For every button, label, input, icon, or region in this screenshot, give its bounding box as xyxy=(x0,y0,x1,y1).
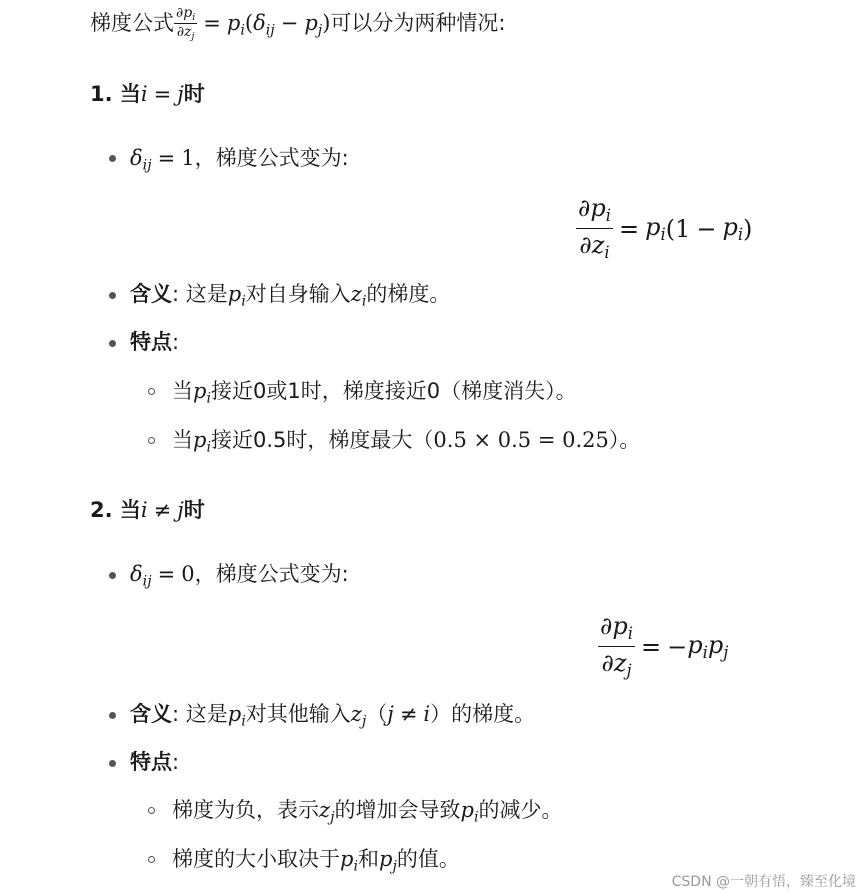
case1-feature-sub1: 当$p_i$接近0或1时，梯度接近0（梯度消失）。 xyxy=(172,379,577,407)
case1-display-formula: $\frac{\partial p_i}{\partial z_i}$ = $p_i$ (1 − $p_i$ ) xyxy=(578,194,753,263)
case2-meaning-line: 含义: 这是$p_i$对其他输入$z_j(j \ne i)$的梯度。 xyxy=(130,702,536,730)
case1-meaning-line: 含义: 这是$p_i$对自身输入$z_i$的梯度。 xyxy=(130,282,451,310)
sub-bullet-circle xyxy=(148,437,155,444)
case1-feature-sub2: 当$p_i$接近0.5时，梯度最大（0.5 × 0.5 = 0.25）。 xyxy=(172,428,641,456)
bullet-dot xyxy=(109,292,116,299)
inline-gradient-fraction: $\frac{\partial p_i}{\partial z_j}$ xyxy=(176,5,196,43)
bullet-dot xyxy=(109,760,116,767)
intro-suffix: 可以分为两种情况: xyxy=(330,10,506,35)
case2-heading: 2. 当i ≠ j时 xyxy=(90,498,205,522)
intro-prefix: 梯度公式 xyxy=(90,10,174,35)
bullet-dot xyxy=(109,712,116,719)
case2-display-formula: $\frac{\partial p_i}{\partial z_j}$ = − $p_ip_j$ xyxy=(600,612,729,681)
case2-feature-sub2: 梯度的大小取决于$p_i$和$p_j$的值。 xyxy=(172,847,460,875)
case2-delta-line: $\delta_{ij} = 0$，梯度公式变为: xyxy=(130,562,349,590)
sub-bullet-circle xyxy=(148,388,155,395)
case1-delta-line: $\delta_{ij} = 1$，梯度公式变为: xyxy=(130,146,349,174)
case2-feature-line: 特点: xyxy=(130,750,180,774)
intro-line: 梯度公式 $\frac{\partial p_i}{\partial z_j}$ = $p_i(\delta_{ij} - p_j)$可以分为两种情况: xyxy=(90,5,506,43)
csdn-watermark: CSDN @一朝有悟，臻至化境 xyxy=(671,874,856,890)
sub-bullet-circle xyxy=(148,856,155,863)
case1-heading: 1. 当i = j时 xyxy=(90,82,205,106)
case1-feature-line: 特点: xyxy=(130,330,180,354)
bullet-dot xyxy=(109,155,116,162)
bullet-dot xyxy=(109,572,116,579)
case2-feature-sub1: 梯度为负，表示$z_j$的增加会导致$p_i$的减少。 xyxy=(172,798,563,826)
sub-bullet-circle xyxy=(148,807,155,814)
bullet-dot xyxy=(109,340,116,347)
